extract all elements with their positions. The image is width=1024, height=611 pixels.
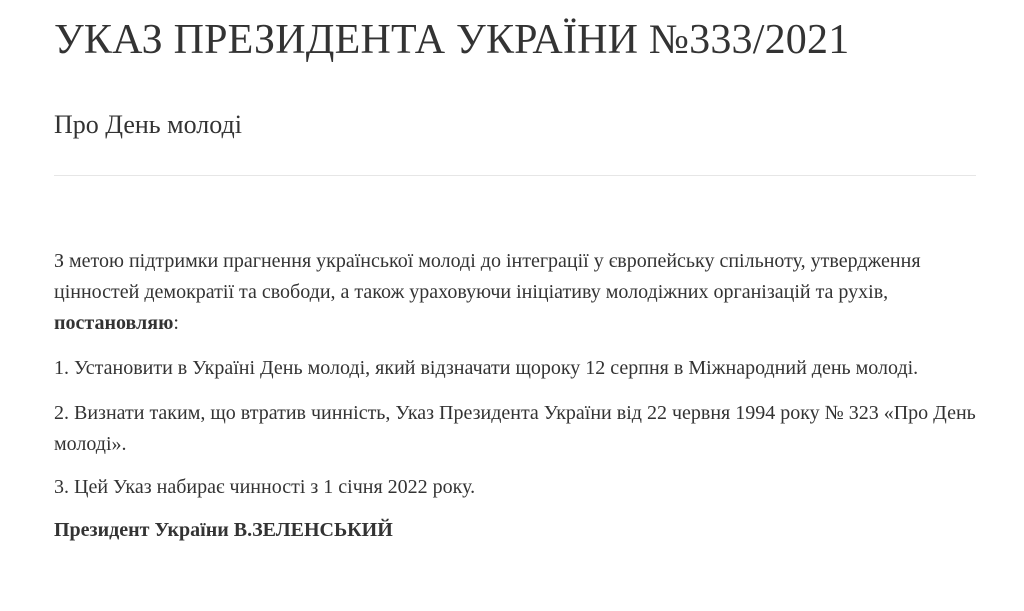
- decree-item-2: 2. Визнати таким, що втратив чинність, Указ Президента України від 22 червня 1994 року № 323 «Про День молоді».: [54, 402, 976, 455]
- intro-paragraph: [54, 246, 976, 339]
- decree-item-3: 3. Цей Указ набирає чинності з 1 січня 2022 року.: [54, 476, 476, 498]
- intro-bold-keyword: постановляю: [54, 312, 174, 334]
- document-subtitle: Про День молоді: [54, 110, 242, 139]
- signature: [54, 515, 976, 546]
- intro-end: :: [173, 312, 179, 334]
- title-divider: [54, 175, 976, 176]
- decree-item-1: 1. Установити в Україні День молоді, який відзначати щороку 12 серпня в Міжнародний день молоді.: [54, 357, 919, 379]
- document-body: [54, 246, 976, 558]
- document-title: УКАЗ ПРЕЗИДЕНТА УКРАЇНИ №333/2021: [54, 17, 850, 63]
- signature-text: Президент України В.ЗЕЛЕНСЬКИЙ: [54, 519, 393, 541]
- intro-text: З метою підтримки прагнення української молоді до інтеграції у європейську спільноту, утвердження цінностей демократії та свободи, а також ураховуючи ініціативу молодіжних організацій та рухів,: [54, 250, 921, 303]
